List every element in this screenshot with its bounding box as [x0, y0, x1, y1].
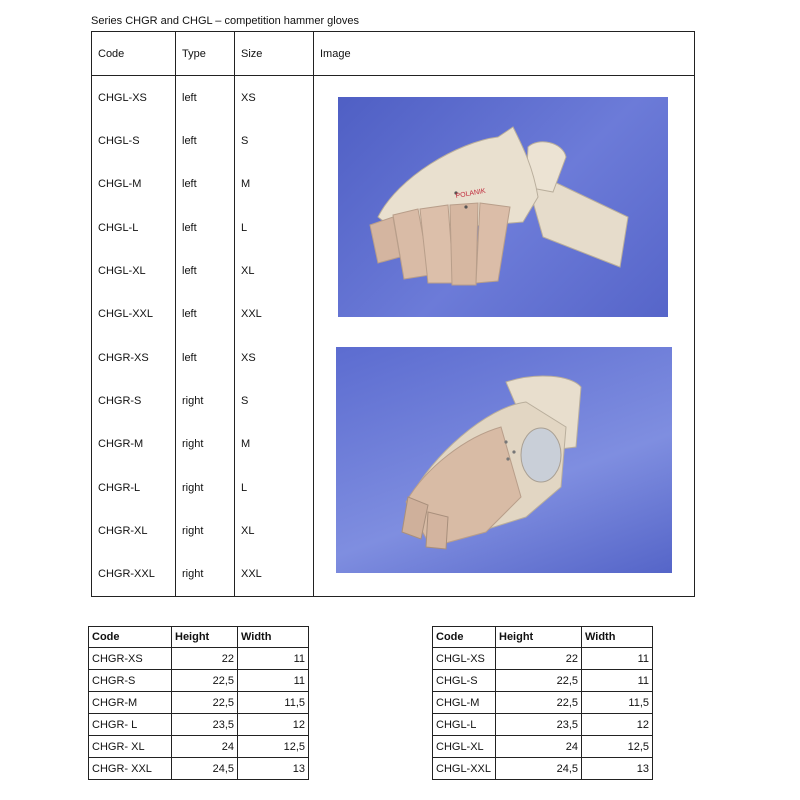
code-cell: CHGL-XL [433, 736, 496, 758]
table-row [433, 758, 653, 780]
type-cell: left [176, 206, 235, 249]
size-cell: S [235, 119, 314, 162]
glove-illustration-back [338, 97, 668, 317]
width-cell: 11,5 [582, 692, 653, 714]
header-code: Code [89, 627, 172, 648]
width-cell: 11 [238, 670, 309, 692]
code-cell: CHGR-M [92, 423, 176, 466]
code-cell: CHGL-XL [92, 249, 176, 292]
width-cell: 12 [582, 714, 653, 736]
dimension-rows [433, 648, 653, 780]
height-cell: 22,5 [496, 670, 582, 692]
size-cell: L [235, 466, 314, 509]
height-cell: 24 [172, 736, 238, 758]
glove-photo-palm [336, 347, 672, 573]
header-row [89, 627, 309, 648]
height-cell: 23,5 [172, 714, 238, 736]
header-size: Size [235, 32, 314, 76]
height-cell: 24,5 [496, 758, 582, 780]
table-row [89, 736, 309, 758]
width-cell: 11 [582, 670, 653, 692]
height-cell: 23,5 [496, 714, 582, 736]
code-cell: CHGL-S [92, 119, 176, 162]
code-cell: CHGL-XS [433, 648, 496, 670]
type-cell: right [176, 466, 235, 509]
code-cell: CHGR-XS [92, 336, 176, 379]
dimension-rows [89, 648, 309, 780]
table-row [89, 670, 309, 692]
width-cell: 12,5 [582, 736, 653, 758]
header-code: Code [433, 627, 496, 648]
width-cell: 11,5 [238, 692, 309, 714]
code-cell: CHGR-M [89, 692, 172, 714]
type-cell: right [176, 509, 235, 552]
code-cell: CHGR-S [89, 670, 172, 692]
header-height: Height [496, 627, 582, 648]
code-cell: CHGL-L [92, 206, 176, 249]
image-cell [314, 76, 695, 597]
code-cell: CHGR-XXL [92, 553, 176, 597]
height-cell: 22,5 [496, 692, 582, 714]
size-cell: M [235, 163, 314, 206]
right-glove-dimensions-table [88, 626, 309, 780]
type-cell: right [176, 423, 235, 466]
header-image: Image [314, 32, 695, 76]
code-cell: CHGL-M [92, 163, 176, 206]
type-cell: left [176, 249, 235, 292]
type-cell: left [176, 336, 235, 379]
header-width: Width [582, 627, 653, 648]
table-row [433, 670, 653, 692]
width-cell: 11 [238, 648, 309, 670]
table-row [433, 736, 653, 758]
size-cell: L [235, 206, 314, 249]
type-cell: right [176, 553, 235, 597]
table-row [89, 648, 309, 670]
width-cell: 11 [582, 648, 653, 670]
type-cell: left [176, 76, 235, 120]
size-cell: XXL [235, 553, 314, 597]
code-cell: CHGL-XXL [92, 293, 176, 336]
code-cell: CHGR-XL [92, 509, 176, 552]
table-row [92, 76, 695, 120]
size-cell: M [235, 423, 314, 466]
header-height: Height [172, 627, 238, 648]
code-cell: CHGR- XL [89, 736, 172, 758]
width-cell: 12 [238, 714, 309, 736]
code-cell: CHGR- XXL [89, 758, 172, 780]
table-caption: Series CHGR and CHGL – competition hammer gloves [91, 15, 359, 27]
header-row [92, 32, 695, 76]
code-cell: CHGL-L [433, 714, 496, 736]
height-cell: 22,5 [172, 670, 238, 692]
height-cell: 22,5 [172, 692, 238, 714]
table-row [89, 714, 309, 736]
width-cell: 13 [238, 758, 309, 780]
type-cell: left [176, 293, 235, 336]
width-cell: 13 [582, 758, 653, 780]
header-row [433, 627, 653, 648]
header-type: Type [176, 32, 235, 76]
left-glove-dimensions-table [432, 626, 653, 780]
image-cell-content [314, 76, 694, 596]
height-cell: 24 [496, 736, 582, 758]
size-cell: XS [235, 76, 314, 120]
size-cell: XL [235, 249, 314, 292]
code-cell: CHGL-M [433, 692, 496, 714]
glove-illustration-palm [336, 347, 672, 573]
type-cell: left [176, 163, 235, 206]
product-rows [92, 76, 695, 597]
size-cell: S [235, 379, 314, 422]
table-row [433, 648, 653, 670]
table-row [433, 692, 653, 714]
code-cell: CHGR-S [92, 379, 176, 422]
code-cell: CHGR-XS [89, 648, 172, 670]
glove-photo-back [338, 97, 668, 317]
table-row [433, 714, 653, 736]
width-cell: 12,5 [238, 736, 309, 758]
header-code: Code [92, 32, 176, 76]
size-cell: XL [235, 509, 314, 552]
height-cell: 22 [496, 648, 582, 670]
size-cell: XS [235, 336, 314, 379]
code-cell: CHGL-S [433, 670, 496, 692]
table-row [89, 692, 309, 714]
brand-logo-text: POLANIK [455, 187, 487, 200]
code-cell: CHGL-XS [92, 76, 176, 120]
code-cell: CHGL-XXL [433, 758, 496, 780]
code-cell: CHGR- L [89, 714, 172, 736]
code-cell: CHGR-L [92, 466, 176, 509]
type-cell: left [176, 119, 235, 162]
height-cell: 22 [172, 648, 238, 670]
product-table [91, 31, 695, 597]
header-width: Width [238, 627, 309, 648]
table-row [89, 758, 309, 780]
type-cell: right [176, 379, 235, 422]
size-cell: XXL [235, 293, 314, 336]
height-cell: 24,5 [172, 758, 238, 780]
